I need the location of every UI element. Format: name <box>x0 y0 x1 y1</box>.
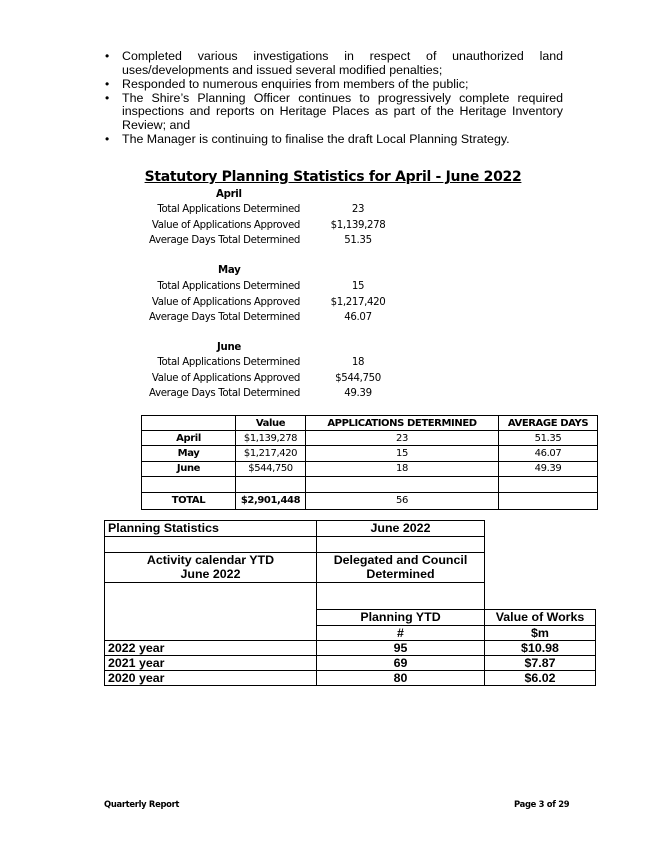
table-row <box>142 476 598 492</box>
statistics-heading: Statutory Planning Statistics for April - June 2022 <box>144 169 522 185</box>
table-row <box>105 537 596 553</box>
table-cell: $1,217,420 <box>236 446 306 461</box>
delegated-label-line: Determined <box>366 567 435 581</box>
stat-label: Value of Applications Approved <box>151 296 300 308</box>
stat-value: 49.39 <box>344 388 372 399</box>
table-header-cell <box>142 416 236 431</box>
table-cell: 69 <box>317 656 485 671</box>
table-header-row <box>142 416 598 431</box>
stat-row <box>0 281 400 296</box>
table-row <box>105 656 596 671</box>
table-cell: 2022 year <box>105 641 317 656</box>
bullet-dot-icon: • <box>105 49 110 63</box>
footer-report-name: Quarterly Report <box>104 799 180 809</box>
activity-label-line: June 2022 <box>180 567 241 581</box>
table-cell-empty <box>317 537 485 553</box>
stat-value: 46.07 <box>344 312 372 323</box>
month-heading-may: May <box>218 265 241 276</box>
table-cell <box>317 553 485 583</box>
stat-label: Average Days Total Determined <box>149 312 300 323</box>
table-cell: 23 <box>306 431 499 446</box>
stat-value: 18 <box>351 357 365 368</box>
table-cell-empty <box>485 553 596 583</box>
table-cell <box>306 476 499 492</box>
stat-value: 51.35 <box>344 235 372 246</box>
stat-label: Average Days Total Determined <box>149 235 300 246</box>
table-row <box>142 446 598 461</box>
stat-label: Value of Applications Approved <box>151 372 300 384</box>
table-row <box>105 521 596 537</box>
table-cell: 15 <box>306 446 499 461</box>
table-cell: May <box>142 446 236 461</box>
table-cell: Planning Statistics <box>105 521 317 537</box>
stat-row <box>0 388 400 403</box>
table-cell <box>499 492 598 509</box>
table-cell-empty <box>105 537 317 553</box>
month-heading-june: June <box>217 342 242 353</box>
bullet-item: • The Shire’s Planning Officer continues to progressively complete required inspections and reports on Heritage Places as part of the Heritage Inventory Review; and <box>105 90 563 132</box>
stat-value: $1,139,278 <box>330 219 386 231</box>
table-cell <box>236 476 306 492</box>
table-row <box>105 641 596 656</box>
activity-bullet-list <box>104 50 563 147</box>
table-cell: 80 <box>317 671 485 686</box>
stat-label: Total Applications Determined <box>157 204 300 215</box>
table-cell: $1,139,278 <box>236 431 306 446</box>
bullet-item: • Completed various investigations in respect of unauthorized land uses/developments and issued several modified penalties; <box>105 49 563 77</box>
table-cell: TOTAL <box>142 492 236 509</box>
stat-value: $544,750 <box>335 372 381 384</box>
table-cell: $10.98 <box>485 641 596 656</box>
activity-label-line: Activity calendar YTD <box>146 553 275 567</box>
table-cell <box>499 476 598 492</box>
table-cell: Value of Works <box>485 610 596 626</box>
stat-label: Average Days Total Determined <box>149 388 300 399</box>
table-header-cell: Value <box>236 416 306 431</box>
stat-value: 15 <box>351 281 365 292</box>
table-cell: 2021 year <box>105 656 317 671</box>
stat-row <box>0 204 400 219</box>
table-row <box>105 553 596 583</box>
table-cell: April <box>142 431 236 446</box>
table-row <box>142 461 598 476</box>
table-total-row <box>142 492 598 509</box>
table-header-cell: APPLICATIONS DETERMINED <box>306 416 499 431</box>
table-cell: June <box>142 461 236 476</box>
stat-row <box>0 357 400 372</box>
table-cell: $7.87 <box>485 656 596 671</box>
table-cell-empty <box>317 583 485 610</box>
stat-row <box>0 373 400 388</box>
bullet-dot-icon: • <box>105 90 110 105</box>
table-cell <box>142 476 236 492</box>
table-cell: 46.07 <box>499 446 598 461</box>
table-cell: 49.39 <box>499 461 598 476</box>
stat-row <box>0 235 400 250</box>
table-cell-empty <box>485 521 596 537</box>
planning-statistics-table <box>104 520 596 686</box>
delegated-label-line: Delegated and Council <box>333 553 468 567</box>
table-cell: 18 <box>306 461 499 476</box>
table-cell-empty <box>105 583 317 641</box>
stat-label: Total Applications Determined <box>157 357 300 368</box>
bullet-dot-icon: • <box>105 132 110 147</box>
table-cell: 2020 year <box>105 671 317 686</box>
table-cell: $2,901,448 <box>236 492 306 509</box>
stat-label: Value of Applications Approved <box>151 219 300 231</box>
table-cell-empty <box>485 583 596 610</box>
table-cell: June 2022 <box>317 521 485 537</box>
stat-row <box>0 297 400 312</box>
bullet-item: • Responded to numerous enquiries from members of the public; <box>105 76 469 91</box>
monthly-summary-table <box>141 415 598 510</box>
table-cell: 56 <box>306 492 499 509</box>
table-cell: 51.35 <box>499 431 598 446</box>
table-row <box>105 583 596 610</box>
table-cell <box>105 553 317 583</box>
stat-value: 23 <box>351 204 365 215</box>
table-row <box>105 671 596 686</box>
stat-value: $1,217,420 <box>330 296 386 308</box>
month-heading-april: April <box>216 189 242 200</box>
table-cell: 95 <box>317 641 485 656</box>
table-row <box>142 431 598 446</box>
table-header-cell: AVERAGE DAYS <box>499 416 598 431</box>
stat-row <box>0 312 400 327</box>
stat-label: Total Applications Determined <box>157 281 300 292</box>
bullet-item: • The Manager is continuing to finalise the draft Local Planning Strategy. <box>105 132 510 147</box>
table-cell: $544,750 <box>236 461 306 476</box>
footer-page-number: Page 3 of 29 <box>514 799 570 809</box>
table-cell: Planning YTD <box>317 610 485 626</box>
table-cell-empty <box>485 537 596 553</box>
stat-row <box>0 220 400 235</box>
table-cell: # <box>317 626 485 641</box>
bullet-dot-icon: • <box>105 76 110 91</box>
table-cell: $6.02 <box>485 671 596 686</box>
table-cell: $m <box>485 626 596 641</box>
